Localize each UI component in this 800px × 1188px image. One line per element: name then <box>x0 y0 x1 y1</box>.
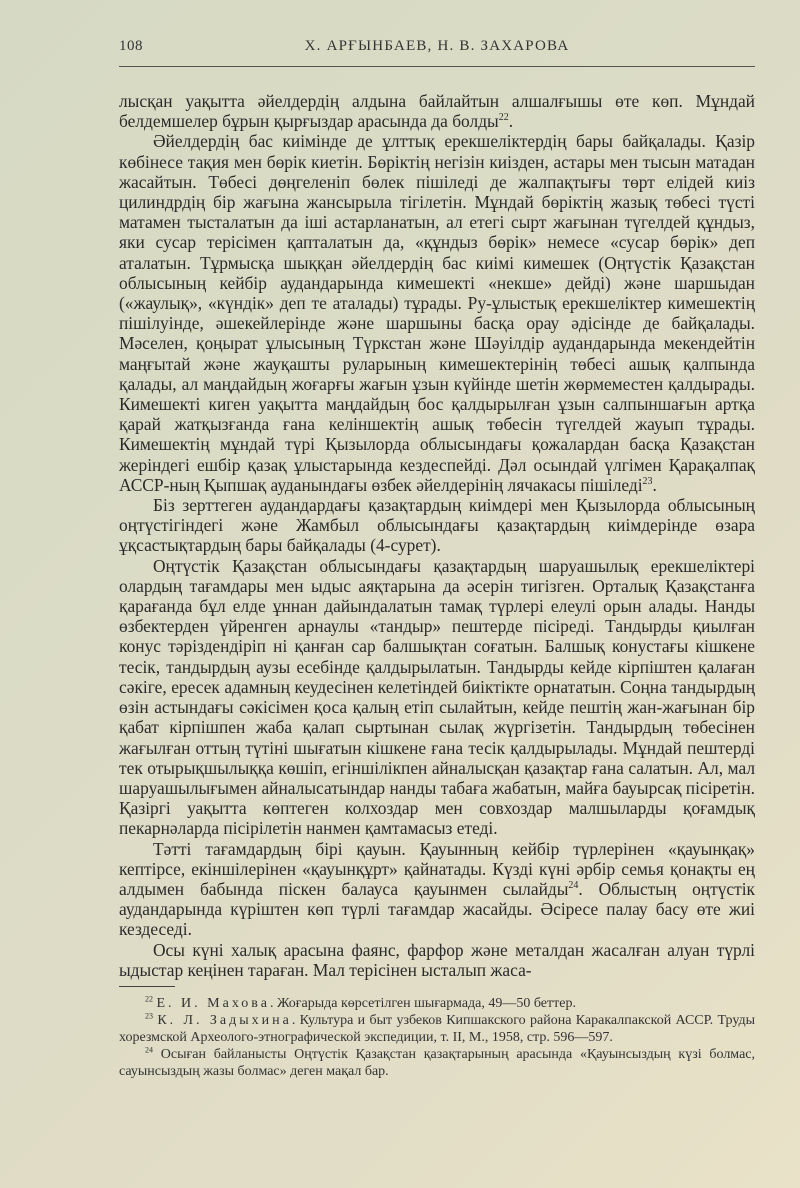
footnote-ref[interactable]: 24 <box>568 880 579 892</box>
footnote-separator <box>119 986 175 987</box>
header-rule <box>119 66 755 69</box>
paragraph: Әйелдердің бас киімінде де ұлттық ерекшеліктердің бары байқалады. Қазір көбінесе тақия мен бөрік киетін. Бөріктің негізін киізден, астары мен тысын матадан жасайтын. Төбесі дөңгеленіп бөлек пішіледі де жалпақтығы төрт елідей киіз цилиндрдің бір жағына жансырыла тігілетін. Мұндай бөріктің жазық төбесі түсті матамен тысталатын да іші астарланатын, ал етегі сырт жағынан түгелдей құндыз, яки сусар терісімен қапталатын да, «құндыз бөрік» немесе «сусар бөрік» деп аталатын. Тұрмысқа шыққан әйелдердің бас киімі кимешек (Оңтүстік Қазақстан облысының кейбір аудандарында кимешекті «некше» дейді) және шаршыдан («жаулық», «күндік» деп те аталады) тұрады. Ру-ұлыстық ерекшеліктер кимешектің пішілуінде, әшекейлерінде және шаршыны басқа орау әдісінде де байқалады. Мәселен, қоңырат ұлысының Түркстан және Шәуілдір аудандарында мекендейтін маңғытай және жауқашты руларының кимешектерінің төбесі ашық қалпында қалады, ал маңдайдың жоғарғы жағын ұзын күйінде шетін жөрмеместен қалдырады. Кимешекті киген уақытта маңдайдың бос қалдырылған ұзын салпыншағын артқа қарай жатқызғанда ғана келіншектің ашық төбесін түгелдей жауып тұрады. Кимешектің мұндай түрі Қызылорда облысындағы қожалардан басқа Қазақстан жеріндегі ешбір қазақ ұлыстарында кездеспейді. Дәл осындай үлгімен Қарақалпақ АССР-ның Қыпшақ ауданындағы өзбек әйелдерінің лячакасы пішіледі$^{23}$. <box>119 131 755 495</box>
page-header <box>119 38 755 60</box>
footnote: $^{24}$ Осыған байланысты Оңтүстік Қазақстан қазақтарының арасында «Қауынсыздың күзі болмас, сауынсыздың жазы болмас» деген мақал бар. <box>119 1045 755 1079</box>
page-number: 108 <box>119 38 143 54</box>
footnotes <box>119 995 755 1080</box>
paragraph: Осы күні халық арасына фаянс, фарфор және металдан жасалған алуан түрлі ыдыстар кеңінен тараған. Мал терісінен ысталып жаса- <box>119 939 755 980</box>
paragraph: Біз зерттеген аудандардағы қазақтардың киімдері мен Қызылорда облысының оңтүстігіндегі және Жамбыл облысындағы қазақтардың киімдерінде өзара ұқсастықтардың бары байқалады (4-сурет). <box>119 495 755 556</box>
footnote: $^{23}$ К. Л. Задыхина. Культура и быт узбеков Кипшакского района Каракалпакской АССР. Труды хорезмской Археолого-этнографической экспедиции, т. II, М., 1958, стр. 596—597. <box>119 1011 755 1045</box>
footnote-author: Е. И. Махова <box>156 995 270 1011</box>
footnote-author: К. Л. Задыхина <box>157 1012 292 1028</box>
footnote-ref[interactable]: 22 <box>498 112 509 124</box>
running-title: Х. АРҒЫНБАЕВ, Н. В. ЗАХАРОВА <box>304 38 570 54</box>
paragraph: Оңтүстік Қазақстан облысындағы қазақтардың шаруашылық ерекшеліктері олардың тағамдары мен ыдыс аяқтарына да әсерін тигізген. Орталық Қазақстанға қарағанда бұл елде ұннан дайындалатын тамақ түрлері елеулі орын алады. Нанды өзбектерден үйренген арнаулы «тандыр» пештерде пісіреді. Тандырды қиылған конус тәріздендіріп ні қанған сар балшықтан соғатын. Балшық конустағы кішкене тесік, тандырдың аузы есебінде қалдырылатын. Тандырды кейде кірпіштен қалаған сәкіге, ересек адамның кеудесінен келетіндей биіктікте орнататын. Соңна тандырдың өзін астындағы сәкісімен қоса қалың етіп сылайтын, кейде пештің жан-жағынан бір қабат кірпішпен жаба қалап сыртынан сылақ жүргізетін. Тандырдың төбесінен жағылған оттың түтіні шығатын кішкене ғана тесік қалдырылады. Мұндай пештерді тек отырықшылыққа көшіп, егіншілікпен айналысқан қазақтар ғана салатын. Ал, мал шаруашылығымен айналысатындар нанды табаға жабатын, майға бауырсақ пісіретін. Қазіргі уақытта көптеген колхоздар мен совхоздар малшыларды қоғамдық пекарнәларда пісірілетін нанмен қамтамасыз етеді. <box>119 555 755 839</box>
paragraph: Тәтті тағамдардың бірі қауын. Қауынның кейбір түрлерінен «қауынқақ» кептірсе, екіншілерінен «қауынқұрт» қайнатады. Күзді күні әрбір семья қонақты ең алдымен бабында піскен балауса қауынмен сылайды$^{24}$. Облыстың оңтүстік аудандарында күріштен көп түрлі тағамдар жасайды. Әсіресе палау басу өте жиі кездеседі. <box>119 838 755 940</box>
footnote-ref[interactable]: 23 <box>642 476 653 488</box>
paragraph: лысқан уақытта әйелдердің алдына байлайтын алшалғышы өте көп. Мұндай белдемшелер бұрын қырғыздар арасында да болды$^{22}$. <box>119 91 755 132</box>
main-text <box>119 91 755 980</box>
book-page <box>119 38 755 1080</box>
footnote: $^{22}$ Е. И. Махова. Жоғарыда көрсетілген шығармада, 49—50 беттер. <box>145 994 576 1011</box>
